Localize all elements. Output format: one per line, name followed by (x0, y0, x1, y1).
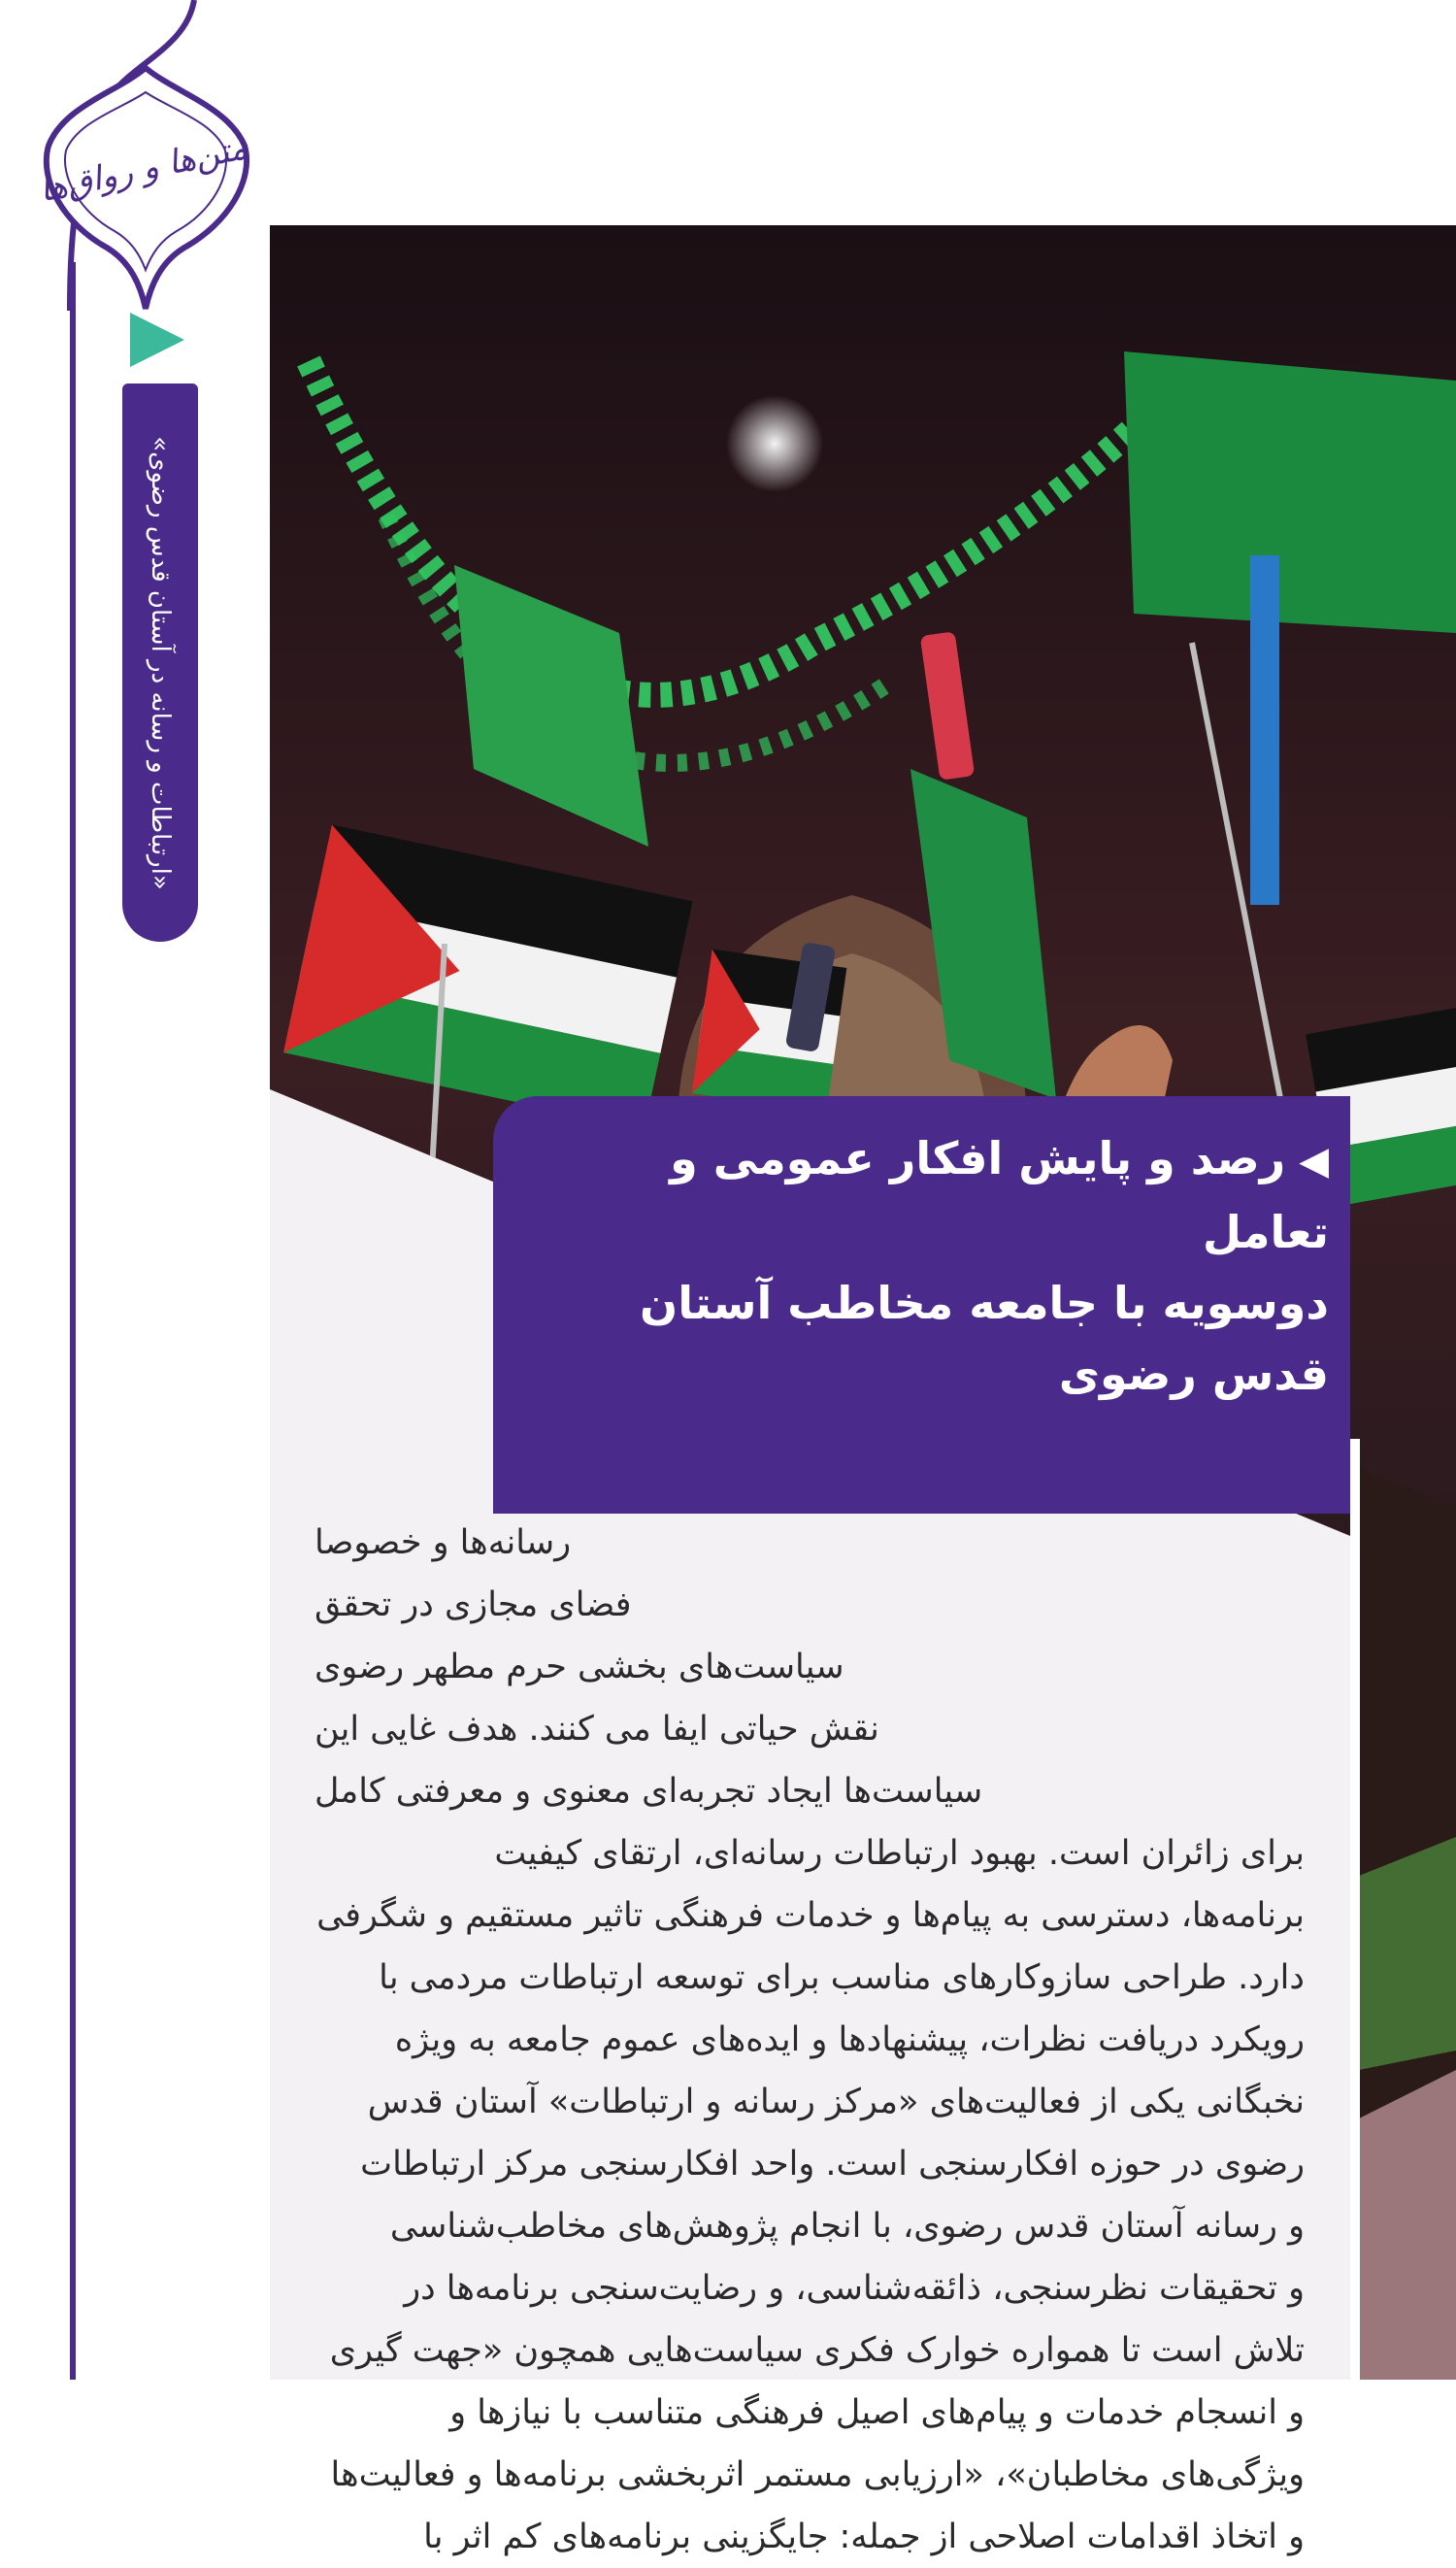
body-line: نخبگانی یکی از فعالیت‌های «مرکز رسانه و ارتباطات» آستان قدس (367, 2083, 1305, 2121)
body-line: فضای مجازی در تحقق (314, 1585, 632, 1624)
body-line: دارد. طراحی سازوکارهای مناسب برای توسعه ارتباطات مردمی با (379, 1958, 1305, 1997)
body-line: و انسجام خدمات و پیام‌های اصیل فرهنگی متناسب با نیازها و (449, 2393, 1305, 2432)
article-body (314, 1512, 1305, 2568)
body-line: رویکرد دریافت نظرات، پیشنهادها و ایده‌های عموم جامعه به ویژه (394, 2020, 1305, 2059)
running-title: «ارتباطات و رسانه در آستان قدس رضوی» (146, 435, 175, 890)
article-panel (270, 225, 1456, 2556)
body-line: برنامه‌ها، دسترسی به پیام‌ها و خدمات فرهنگی تاثیر مستقیم و شگرفی (316, 1896, 1305, 1935)
brand-logo (0, 0, 262, 311)
body-line: رسانه‌ها و خصوصا (314, 1523, 572, 1562)
body-line: سیاست‌ها ایجاد تجربه‌ای معنوی و معرفتی کامل (314, 1772, 983, 1811)
running-title-tab (122, 384, 198, 942)
body-line: سیاست‌های بخشی حرم مطهر رضوی (314, 1648, 844, 1686)
heading-line-3: قدس رضوی (1058, 1348, 1329, 1400)
body-line: و رسانه آستان قدس رضوی، با انجام پژوهش‌های مخاطب‌شناسی (389, 2207, 1305, 2246)
arrow-left-icon: ◀ (1299, 1139, 1329, 1184)
play-triangle-icon (126, 309, 188, 371)
section-heading (572, 1123, 1329, 1410)
body-line: رضوی در حوزه افکارسنجی است. واحد افکارسنجی مرکز ارتباطات (360, 2145, 1305, 2184)
logo-text: متن‌ها و رواق‌ها (36, 128, 251, 211)
section-heading-box (493, 1096, 1350, 1514)
margin-rule (70, 262, 76, 2380)
body-line: برای زائران است. بهبود ارتباطات رسانه‌ای، ارتقای کیفیت (494, 1834, 1305, 1873)
body-line: و اتخاذ اقدامات اصلاحی از جمله: جایگزینی برنامه‌های کم اثر با (423, 2518, 1305, 2556)
heading-line-2: دوسویه با جامعه مخاطب آستان (639, 1277, 1329, 1329)
body-line: و تحقیقات نظرسنجی، ذائقه‌شناسی، و رضایت‌سنجی برنامه‌ها در (404, 2269, 1305, 2308)
heading-line-1: ◀رصد و پایش افکار عمومی و تعامل (572, 1123, 1329, 1268)
body-line: تلاش است تا همواره خوارک فکری سیاست‌هایی همچون «جهت گیری (329, 2331, 1305, 2370)
body-line: ویژگی‌های مخاطبان»، «ارزیابی مستمر اثربخشی برنامه‌ها و فعالیت‌ها (330, 2455, 1305, 2494)
body-line: نقش حیاتی ایفا می کنند. هدف غایی این (314, 1710, 879, 1749)
